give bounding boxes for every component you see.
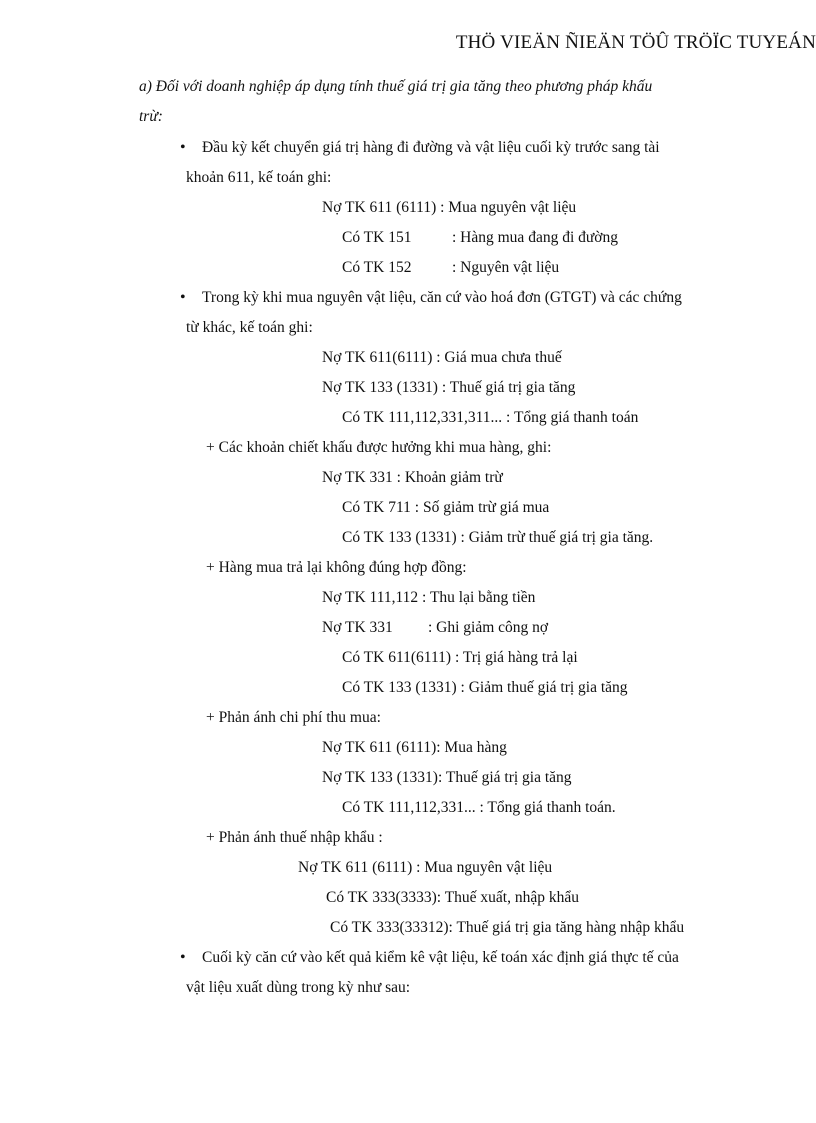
journal-entry-account: Có TK 151 bbox=[342, 229, 412, 246]
bullet-item-closing-cont: vật liệu xuất dùng trong kỳ như sau: bbox=[186, 979, 411, 996]
journal-entry: Có TK 133 (1331) : Giảm trừ thuế giá trị gia tăng. bbox=[342, 529, 654, 546]
sub-item-discounts: + Các khoản chiết khấu được hưởng khi mua hàng, ghi: bbox=[206, 439, 552, 456]
journal-entry: Có TK 133 (1331) : Giảm thuế giá trị gia tăng bbox=[342, 679, 628, 696]
journal-entry-desc: : Nguyên vật liệu bbox=[452, 259, 560, 276]
bullet-item-purchase: • Trong kỳ khi mua nguyên vật liệu, căn cứ vào hoá đơn (GTGT) và các chứng bbox=[202, 288, 682, 308]
journal-entry: Có TK 333(33312): Thuế giá trị gia tăng hàng nhập khẩu bbox=[330, 919, 685, 936]
journal-entry: Nợ TK 611(6111) : Giá mua chưa thuế bbox=[322, 349, 562, 366]
bullet-item-closing: • Cuối kỳ căn cứ vào kết quả kiểm kê vật liệu, kế toán xác định giá thực tế của bbox=[202, 948, 679, 968]
journal-entry: Nợ TK 133 (1331) : Thuế giá trị gia tăng bbox=[322, 379, 576, 396]
journal-entry-account: Nợ TK 331 bbox=[322, 619, 393, 636]
journal-entry: Có TK 611(6111) : Trị giá hàng trả lại bbox=[342, 649, 578, 666]
bullet-item-opening-transfer-cont: khoản 611, kế toán ghi: bbox=[186, 169, 332, 186]
journal-entry: Nợ TK 611 (6111): Mua hàng bbox=[322, 739, 507, 756]
section-heading-line1: a) Đối với doanh nghiệp áp dụng tính thuế giá trị gia tăng theo phương pháp khấu bbox=[139, 78, 653, 95]
sub-item-purchase-costs: + Phản ánh chi phí thu mua: bbox=[206, 709, 381, 726]
journal-entry-desc: : Hàng mua đang đi đường bbox=[452, 229, 618, 246]
bullet-item-purchase-cont: từ khác, kế toán ghi: bbox=[186, 319, 313, 336]
journal-entry: Nợ TK 611 (6111) : Mua nguyên vật liệu bbox=[298, 859, 553, 876]
journal-entry: Nợ TK 331 : Khoản giảm trừ bbox=[322, 469, 503, 486]
journal-entry-desc: : Ghi giảm công nợ bbox=[428, 619, 549, 636]
journal-entry-account: Có TK 152 bbox=[342, 259, 412, 276]
journal-entry: Có TK 111,112,331... : Tổng giá thanh toán. bbox=[342, 799, 616, 816]
journal-entry: Có TK 333(3333): Thuế xuất, nhập khẩu bbox=[326, 889, 579, 906]
page-header: THÖ VIEÄN ÑIEÄN TÖÛ TRÖÏC TUYEÁN bbox=[455, 32, 816, 53]
journal-entry: Nợ TK 111,112 : Thu lại bằng tiền bbox=[322, 589, 536, 606]
section-heading-line2: trừ: bbox=[139, 108, 163, 125]
journal-entry: Nợ TK 133 (1331): Thuế giá trị gia tăng bbox=[322, 769, 572, 786]
sub-item-returns: + Hàng mua trả lại không đúng hợp đồng: bbox=[206, 559, 467, 576]
journal-entry: Nợ TK 611 (6111) : Mua nguyên vật liệu bbox=[322, 199, 577, 216]
bullet-item-opening-transfer: • Đầu kỳ kết chuyển giá trị hàng đi đường và vật liệu cuối kỳ trước sang tài bbox=[202, 138, 660, 158]
journal-entry: Có TK 711 : Số giảm trừ giá mua bbox=[342, 499, 550, 516]
journal-entry: Có TK 111,112,331,311... : Tổng giá thanh toán bbox=[342, 409, 639, 426]
sub-item-import-tax: + Phản ánh thuế nhập khẩu : bbox=[206, 829, 383, 846]
